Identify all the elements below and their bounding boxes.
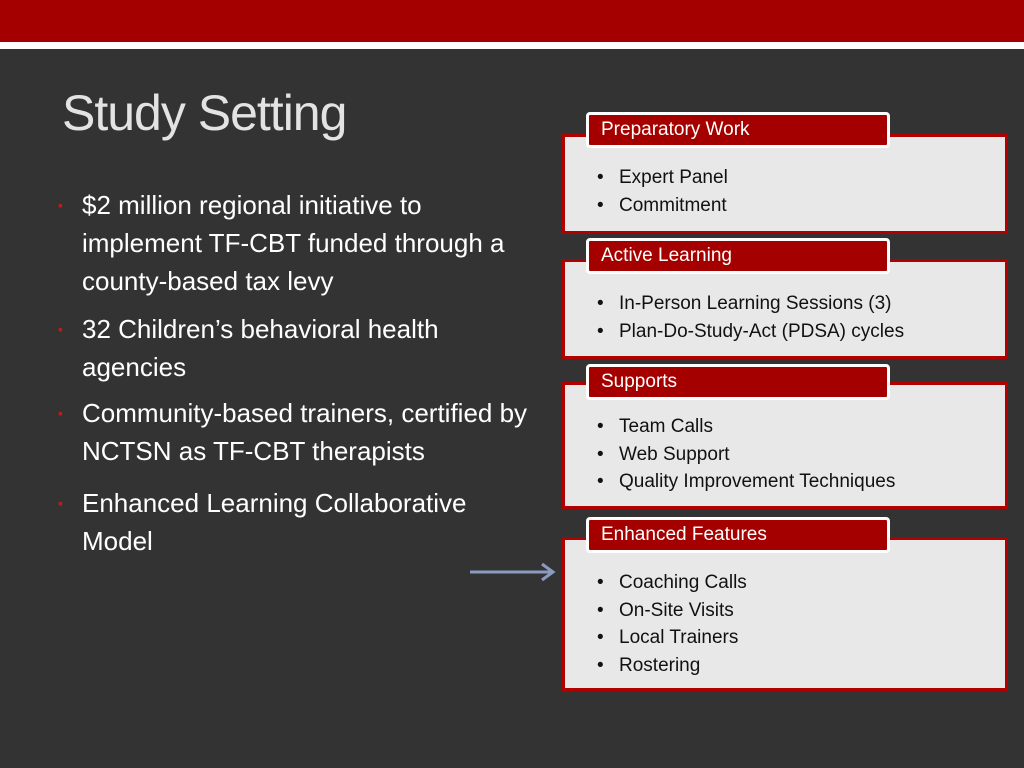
group-item: • Team Calls: [597, 413, 895, 441]
bullet-dot-icon: ▪: [58, 495, 63, 511]
group-item: • Web Support: [597, 441, 895, 469]
group-header: Enhanced Features: [586, 517, 890, 553]
bullet-text: $2 million regional initiative to implement TF-CBT funded through a county-based tax levy: [82, 190, 505, 296]
group-item: • Rostering: [597, 652, 747, 680]
group-item-list: [597, 164, 728, 219]
group-header: Preparatory Work: [586, 112, 890, 148]
top-accent-bar: [0, 0, 1024, 42]
bullet-item: [58, 186, 538, 300]
bullet-item: [58, 310, 538, 386]
bullet-text: 32 Children’s behavioral health agencies: [82, 314, 439, 382]
bullet-dot-icon: ▪: [58, 321, 63, 337]
bullet-dot-icon: ▪: [58, 197, 63, 213]
group-body: [562, 537, 1008, 691]
group-item-list: [597, 413, 895, 496]
group-body: [562, 382, 1008, 509]
bullet-text: Community-based trainers, certified by NCTSN as TF-CBT therapists: [82, 398, 528, 466]
group-item: • Quality Improvement Techniques: [597, 468, 895, 496]
bullet-list: [58, 186, 538, 560]
group-item-list: [597, 569, 747, 679]
group-item: • Expert Panel: [597, 164, 728, 192]
bullet-item: [58, 484, 538, 560]
group-header: Active Learning: [586, 238, 890, 274]
bullet-dot-icon: ▪: [58, 405, 63, 421]
group-item: • Local Trainers: [597, 624, 747, 652]
group-header: Supports: [586, 364, 890, 400]
bullet-text: Enhanced Learning Collaborative Model: [82, 488, 467, 556]
bullet-item: [58, 394, 538, 470]
slide-title: Study Setting: [62, 85, 347, 141]
group-item-list: [597, 290, 904, 345]
group-body: [562, 259, 1008, 359]
group-item: • In-Person Learning Sessions (3): [597, 290, 904, 318]
group-item: • Coaching Calls: [597, 569, 747, 597]
group-item: • On-Site Visits: [597, 597, 747, 625]
group-item: • Plan-Do-Study-Act (PDSA) cycles: [597, 318, 904, 346]
group-item: • Commitment: [597, 192, 728, 220]
top-accent-stripe: [0, 42, 1024, 49]
group-body: [562, 134, 1008, 234]
right-arrow-icon: [468, 562, 558, 584]
